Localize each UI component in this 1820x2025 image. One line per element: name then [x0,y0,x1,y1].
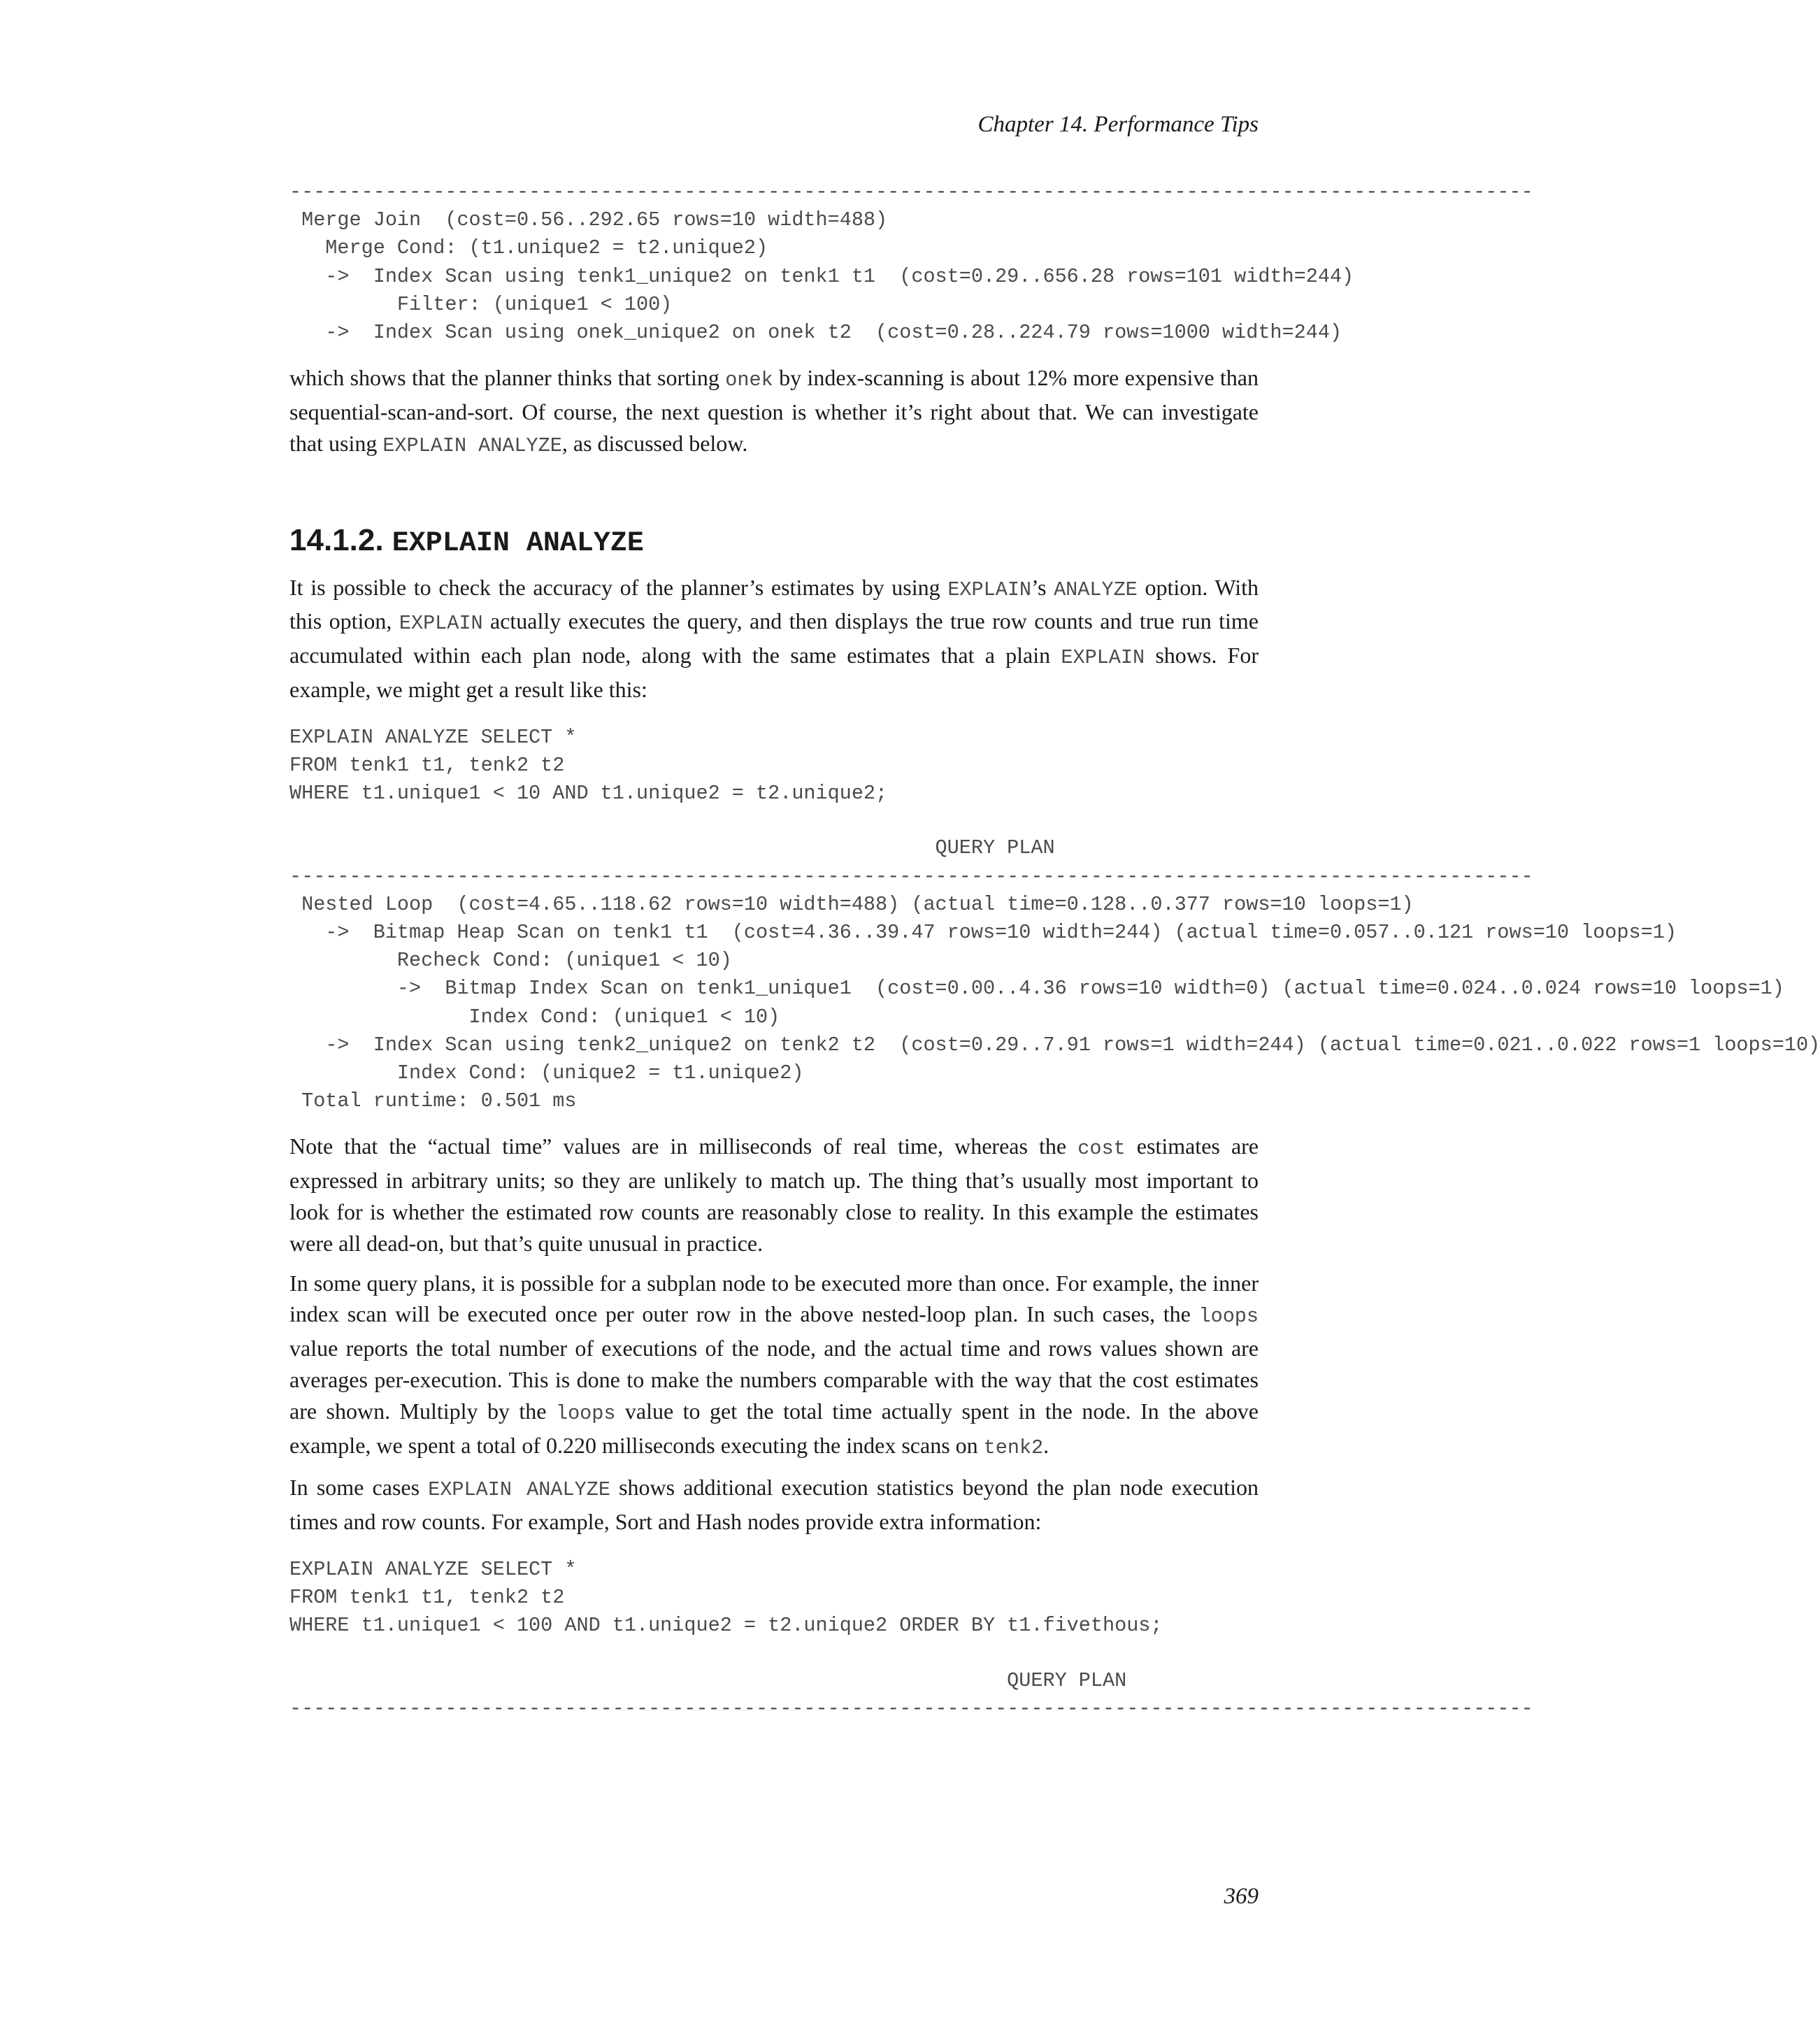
merge-join-plan-output: Merge Join (cost=0.56..292.65 rows=10 width=488) Merge Cond: (t1.unique2 = t2.unique2) -> Index Scan using tenk1_unique2 on tenk1 t1 (cost=0.29..656.28 rows=101 width=244) Filter: (unique1 < 100) -> Index Scan using onek_unique2 on onek t2 (cost=0.28..224.79 rows=1000 width=244) [301,208,1354,345]
nested-loop-plan-output: Nested Loop (cost=4.65..118.62 rows=10 width=488) (actual time=0.128..0.377 rows=10 loops=1) -> Bitmap Heap Scan on tenk1 t1 (cost=4.36..39.47 rows=10 width=244) (actual time=0.057..0.121 rows=10 loops=1) Recheck Cond: (unique1 < 10) -> Bitmap Index Scan on tenk1_unique1 (cost=0.00..4.36 rows=10 width=0) (actual time=0.024..0.024 rows=10 loops=1) Index Cond: (unique1 < 10) -> Index Scan using tenk2_unique2 on tenk2 t2 (cost=0.29..7.91 rows=1 width=244) (actual time=0.021..0.022 rows=1 loops=10) Index Cond: (unique2 = t1.unique2) Total runtime: 0.501 ms [301,892,1820,1113]
plan-separator-rule: -------------------------------------------------------------------------------------------------------- [289,1696,1533,1720]
text-run: ’s [1031,574,1054,600]
plan-separator-rule: -------------------------------------------------------------------------------------------------------- [289,180,1533,203]
inline-code: EXPLAIN ANALYZE [382,434,562,457]
text-run: option. With this option, [289,574,1259,634]
paragraph-additional-stats [289,1472,1259,1538]
inline-code: EXPLAIN [399,612,483,636]
text-run: value reports the total number of executions of the node, and the actual time and rows values shown are averages per-execution. This is done to make the numbers comparable with the way that the cost estimates are shown. Multiply by the [289,1336,1259,1424]
text-run: shows additional execution statistics beyond the plan node execution times and row counts. For example, Sort and Hash nodes provide extra information: [289,1475,1259,1535]
query-plan-header-2: QUERY PLAN [289,1668,1127,1692]
merge-join-plan-clip [289,206,1432,347]
text-run: It is possible to check the accuracy of the planner’s estimates by using [289,574,948,600]
text-run: value to get the total time actually spent in the node. In the above example, we spent a total of 0.220 milliseconds executing the index scans on [289,1398,1259,1458]
text-run: In some cases [289,1475,429,1501]
text-run: shows. For example, we might get a result like this: [289,643,1259,702]
plan-separator-rule: -------------------------------------------------------------------------------------------------------- [289,864,1533,888]
page-number: 369 [1224,1884,1259,1909]
text-run: by index-scanning is about 12% more expensive than sequential-scan-and-sort. Of course, the next question is whether it’s right about that. We can investigate that using [289,365,1259,456]
paragraph-planner-sorting [289,362,1259,461]
query-plan-header-1: QUERY PLAN [289,836,1055,860]
inline-code: tenk2 [983,1436,1044,1459]
inline-code: onek [725,368,773,392]
paragraph-actual-time [289,1131,1259,1259]
paragraph-loops [289,1268,1259,1464]
page-content [289,178,1820,1723]
text-run: , as discussed below. [561,430,748,456]
inline-code: loops [555,1401,616,1425]
inline-code: EXPLAIN [1061,646,1145,670]
text-run: estimates are expressed in arbitrary units; so they are unlikely to match up. The thing that’s usually most important to look for is whether the estimated row counts are reasonably close to reality. In this example the estimates were all dead-on, but that’s quite unusual in practice. [289,1133,1259,1256]
section-heading [289,521,1259,564]
paragraph-explain-analyze-intro [289,572,1259,706]
text-run: which shows that the planner thinks that sorting [289,365,726,391]
inline-code: EXPLAIN [947,578,1032,601]
section-title: EXPLAIN ANALYZE [392,527,644,559]
inline-code: loops [1198,1305,1259,1329]
text-run: In some query plans, it is possible for a subplan node to be executed more than once. For example, the inner index scan will be executed once per outer row in the above nested-loop plan. In such cases, the [289,1270,1259,1327]
inline-code: ANALYZE [1054,578,1138,601]
inline-code: EXPLAIN ANALYZE [428,1478,610,1502]
text-run: Note that the “actual time” values are in milliseconds of real time, whereas the [289,1133,1078,1159]
text-run: actually executes the query, and then displays the true row counts and true run time accumulated within each plan node, along with the same estimates that a plain [289,608,1259,668]
running-head: Chapter 14. Performance Tips [977,112,1259,137]
section-number: 14.1.2. [289,522,384,557]
nested-loop-plan-clip [289,891,1820,1116]
query-example-1: EXPLAIN ANALYZE SELECT * FROM tenk1 t1, tenk2 t2 WHERE t1.unique1 < 10 AND t1.unique2 = t2.unique2; [289,725,888,806]
text-run: . [1043,1432,1049,1458]
inline-code: cost [1077,1137,1126,1161]
query-example-2: EXPLAIN ANALYZE SELECT * FROM tenk1 t1, tenk2 t2 WHERE t1.unique1 < 100 AND t1.unique2 = t2.unique2 ORDER BY t1.fivethous; [289,1558,1163,1638]
